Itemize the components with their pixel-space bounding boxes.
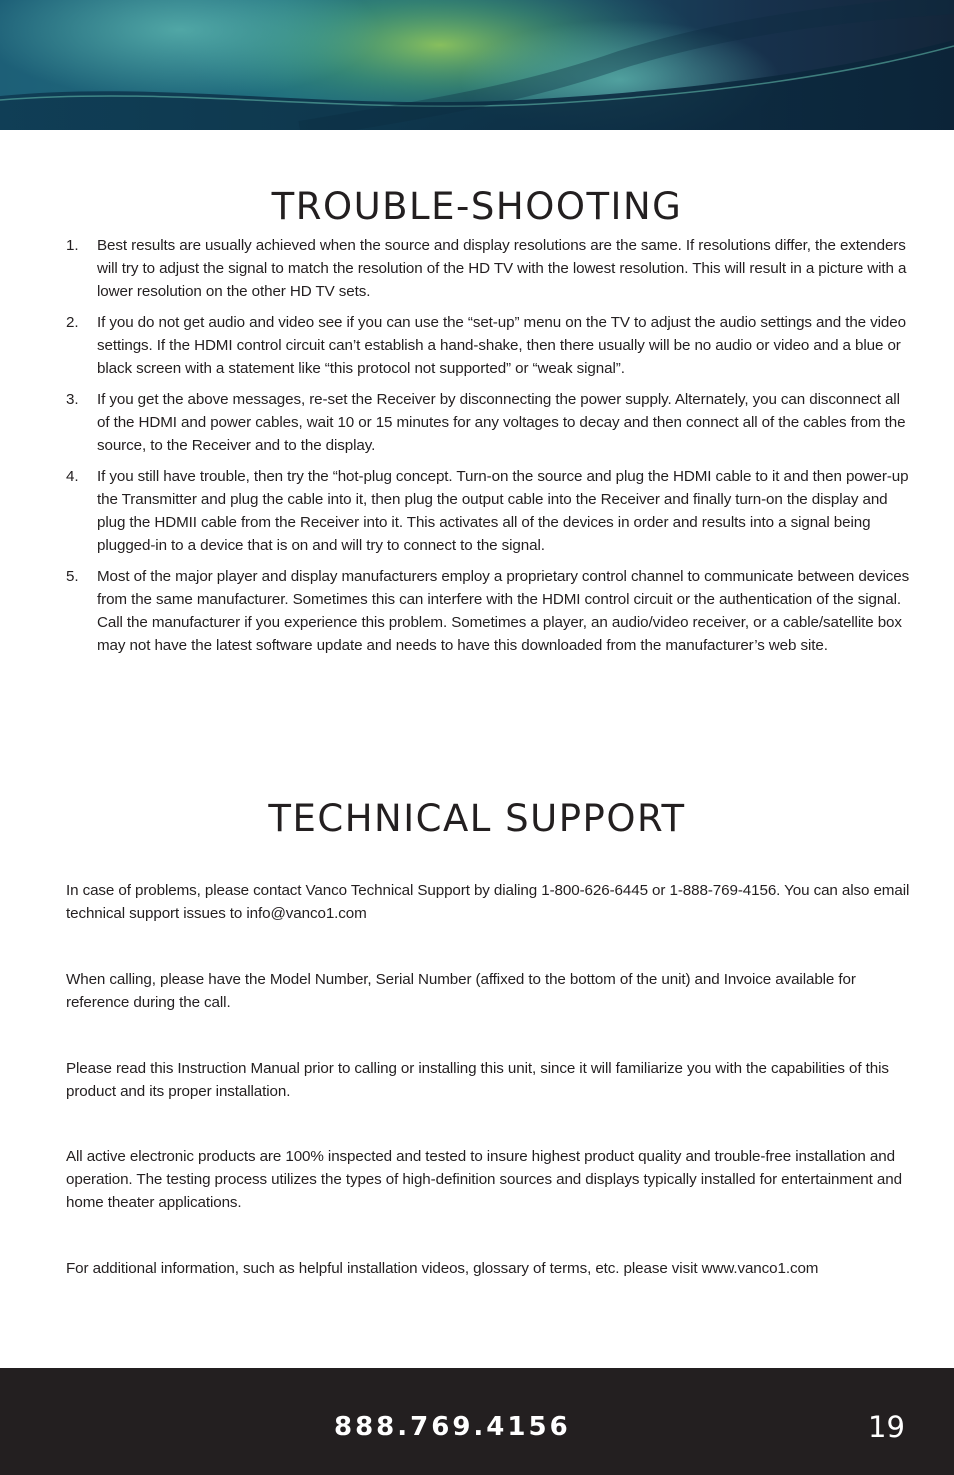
support-testing-paragraph: All active electronic products are 100% inspected and tested to insure highest product quality and trouble-free installation and operation. The testing process utilizes the types of high-definition sources and displays typically installed for entertainment and home theater applications. [66, 1148, 902, 1211]
list-item-text: If you do not get audio and video see if you can use the “set-up” menu on the TV to adjust the audio settings and the video settings. If the HDMI control circuit can’t establish a hand-shake, then there usually will be no audio or video and a blue or black screen with a statement like “this protocol not supported” or “weak signal”. [97, 314, 906, 377]
list-item-number: 5. [66, 568, 79, 585]
list-item-number: 1. [66, 237, 79, 254]
list-item [66, 311, 916, 380]
support-contact-paragraph: In case of problems, please contact Vanco Technical Support by dialing 1-800-626-6445 or 1-888-769-4156. You can also email technical support issues to info@vanco1.com [66, 882, 910, 922]
list-item-number: 2. [66, 314, 79, 331]
technical-support-title: TECHNICAL SUPPORT [268, 797, 686, 840]
trouble-shooting-title: TROUBLE-SHOOTING [271, 185, 683, 228]
list-item [66, 465, 916, 557]
list-item-number: 3. [66, 391, 79, 408]
list-item [66, 565, 916, 657]
header-banner [0, 0, 954, 130]
support-manual-paragraph: Please read this Instruction Manual prior to calling or installing this unit, since it will familiarize you with the capabilities of this product and its proper installation. [66, 1060, 889, 1100]
support-info-paragraph: For additional information, such as helpful installation videos, glossary of terms, etc. please visit www.vanco1.com [66, 1260, 819, 1277]
banner-graphic [0, 0, 954, 130]
list-item [66, 234, 916, 303]
list-item-text: If you get the above messages, re-set the Receiver by disconnecting the power supply. Alternately, you can disconnect all of the HDMI and power cables, wait 10 or 15 minutes for any voltages to decay and then connect all of the cables from the source, to the Receiver and to the display. [97, 391, 906, 454]
page-number: 19 [868, 1410, 905, 1444]
list-item-text: Best results are usually achieved when the source and display resolutions are the same. If resolutions differ, the extenders will try to adjust the signal to match the resolution of the HD TV with the lowest resolution. This will result in a picture with a lower resolution on the other HD TV sets. [97, 237, 907, 300]
list-item-text: Most of the major player and display manufacturers employ a proprietary control channel to communicate between devices from the same manufacturer. Sometimes this can interfere with the HDMI control circuit or the authentication of the signal. Call the manufacturer if you experience this problem. Sometimes a player, an audio/video receiver, or a cable/satellite box may not have the latest software update and needs to have this downloaded from the manufacturer’s web site. [97, 568, 910, 654]
trouble-shooting-list [66, 234, 916, 665]
list-item-number: 4. [66, 468, 79, 485]
support-calling-paragraph: When calling, please have the Model Number, Serial Number (affixed to the bottom of the unit) and Invoice available for reference during the call. [66, 971, 856, 1011]
list-item-text: If you still have trouble, then try the “hot-plug concept. Turn-on the source and plug the HDMI cable to it and then power-up the Transmitter and plug the cable into it, then plug the output cable into the Receiver and finally turn-on the display and plug the HDMII cable from the Receiver into it. This activates all of the devices in order and results into a signal being plugged-in to a device that is on and will try to connect to the signal. [97, 468, 909, 554]
footer-phone-number: 888.769.4156 [334, 1412, 571, 1442]
list-item [66, 388, 916, 457]
